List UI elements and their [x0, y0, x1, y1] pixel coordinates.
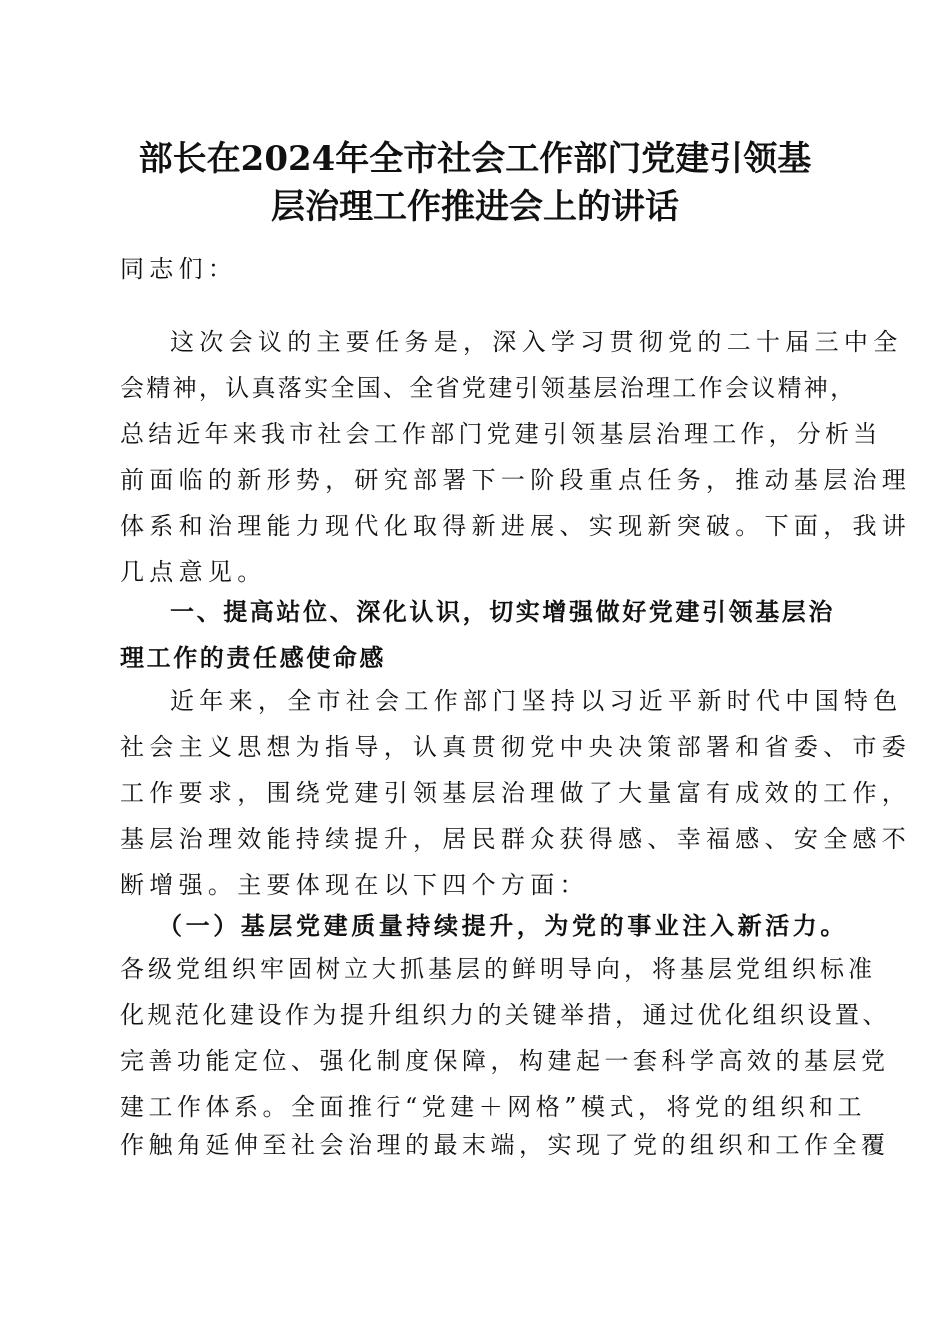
paragraph-line: 各级党组织牢固树立大抓基层的鲜明导向，将基层党组织标准 [120, 955, 876, 983]
paragraph-line: 会精神，认真落实全国、全省党建引领基层治理工作会议精神， [120, 374, 857, 402]
paragraph-line: 这次会议的主要任务是，深入学习贯彻党的二十届三中全 [170, 328, 903, 356]
paragraph-line: 作触角延伸至社会治理的最末端，实现了党的组织和工作全覆 [120, 1131, 890, 1159]
paragraph-line: 断增强。主要体现在以下四个方面： [120, 871, 589, 899]
paragraph-line: 近年来，全市社会工作部门坚持以习近平新时代中国特色 [170, 687, 903, 715]
paragraph-line: 前面临的新形势，研究部署下一阶段重点任务，推动基层治理 [120, 466, 912, 494]
paragraph-line: 工作要求，围绕党建引领基层治理做了大量富有成效的工作， [120, 779, 912, 807]
paragraph-line: 体系和治理能力现代化取得新进展、实现新突破。下面，我讲 [120, 512, 912, 540]
paragraph-line: 建工作体系。全面推行“党建＋网格”模式，将党的组织和工 [120, 1093, 867, 1121]
document-title-line-1: 部长在2024年全市社会工作部门党建引领基 [138, 139, 812, 179]
paragraph-line: 总结近年来我市社会工作部门党建引领基层治理工作，分析当 [120, 420, 882, 448]
paragraph-line: 社会主义思想为指导，认真贯彻党中央决策部署和省委、市委 [120, 733, 912, 761]
salutation: 同志们： [120, 255, 238, 283]
paragraph-line: 基层治理效能持续提升，居民群众获得感、幸福感、安全感不 [120, 825, 912, 853]
paragraph-line: 完善功能定位、强化制度保障，构建起一套科学高效的基层党 [120, 1047, 890, 1075]
paragraph-line: 化规范化建设作为提升组织力的关键举措，通过优化组织设置、 [120, 1001, 890, 1029]
document-title-line-2: 层治理工作推进会上的讲话 [271, 187, 679, 227]
subsection-heading: （一）基层党建质量持续提升，为党的事业注入新活力。 [158, 911, 848, 940]
section-heading-line: 理工作的责任感使命感 [120, 644, 386, 672]
section-heading-line: 一、提高站位、深化认识，切实增强做好党建引领基层治 [170, 598, 835, 626]
paragraph-line: 几点意见。 [120, 558, 267, 586]
